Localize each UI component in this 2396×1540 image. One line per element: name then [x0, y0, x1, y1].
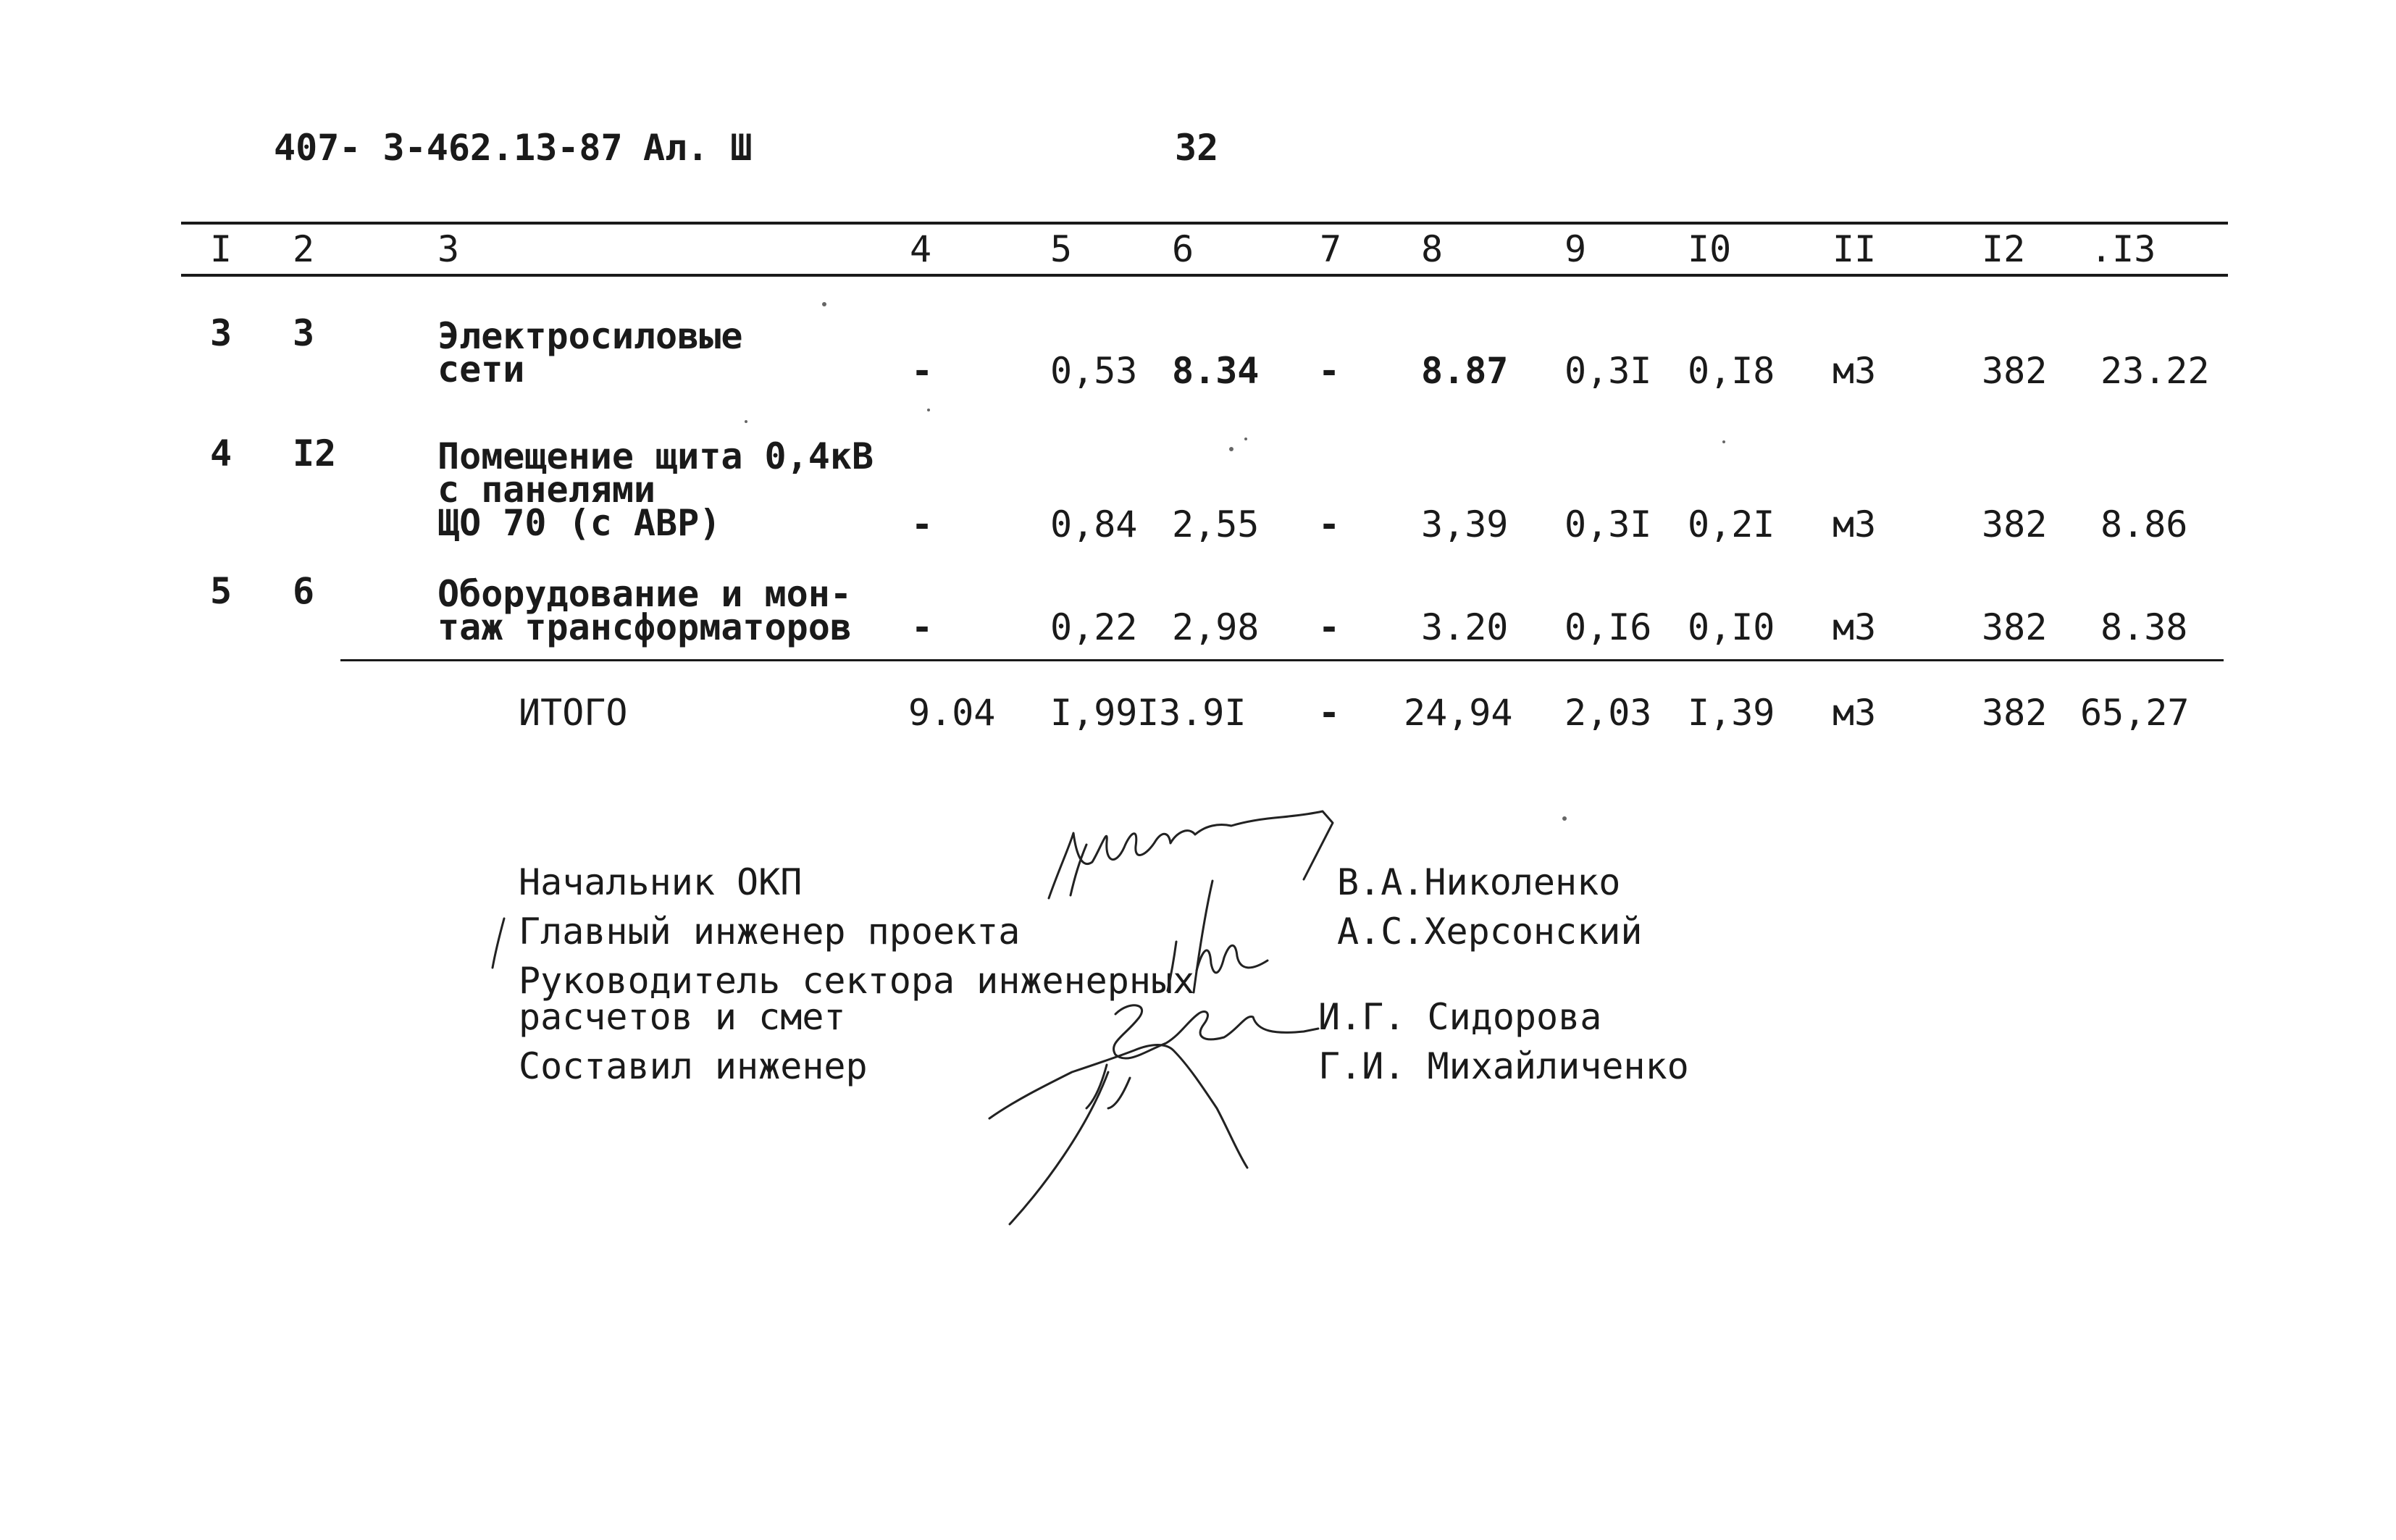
cell: 8.87: [1421, 350, 1509, 392]
cell: -: [1318, 692, 1341, 734]
cell: 0,I0: [1688, 606, 1775, 648]
cell: 0,84: [1050, 503, 1138, 545]
role-label: Начальник ОКП: [519, 861, 803, 903]
cell: 8.38: [2100, 606, 2188, 648]
cell: 2,55: [1172, 503, 1260, 545]
cell-name: таж трансформаторов: [437, 606, 852, 648]
cell: 382: [1982, 350, 2048, 392]
col-header: 7: [1320, 228, 1342, 270]
document-code: 407- 3-462.13-87: [274, 127, 623, 169]
role-label: расчетов и смет: [519, 996, 846, 1038]
cell: 2,98: [1172, 606, 1260, 648]
cell-num: 4: [210, 432, 233, 474]
signer-name: И.Г. Сидорова: [1318, 996, 1602, 1038]
col-header: .I3: [2090, 228, 2156, 270]
col-header: 9: [1564, 228, 1587, 270]
cell: 0,I8: [1688, 350, 1775, 392]
role-label: Составил инженер: [519, 1045, 868, 1087]
cell: 0,2I: [1688, 503, 1775, 545]
col-header: I0: [1688, 228, 1732, 270]
cell: 8.86: [2100, 503, 2188, 545]
cell-name: Помещение щита 0,4кВ: [437, 435, 874, 477]
col-header: 4: [910, 228, 932, 270]
page-number: 32: [1175, 127, 1219, 169]
cell: 2,03: [1564, 692, 1652, 734]
album-number: Ал. Ш: [643, 127, 753, 169]
cell-num: 5: [210, 570, 233, 612]
cell: I,39: [1688, 692, 1775, 734]
cell-name: сети: [437, 348, 525, 390]
cell: -: [1318, 350, 1341, 392]
cell: -: [1318, 606, 1341, 648]
cell: -: [911, 503, 934, 545]
col-header: 8: [1421, 228, 1444, 270]
cell: -: [911, 606, 934, 648]
cell: 24,94: [1404, 692, 1513, 734]
cell-name: ЩО 70 (с АВР): [437, 502, 721, 544]
cell: м3: [1832, 606, 1877, 648]
col-header: 3: [437, 228, 460, 270]
cell-num: 3: [210, 312, 233, 354]
col-header: I2: [1982, 228, 2026, 270]
total-label: ИТОГО: [519, 692, 628, 734]
cell: 8.34: [1172, 350, 1260, 392]
signer-name: А.С.Херсонский: [1337, 911, 1643, 953]
cell-num: 3: [293, 312, 315, 354]
cell-num: 6: [293, 570, 315, 612]
cell-num: I2: [293, 432, 337, 474]
cell: 3.20: [1421, 606, 1509, 648]
cell: 382: [1982, 503, 2048, 545]
role-label: Руководитель сектора инженерных: [519, 960, 1195, 1002]
cell: I,99: [1050, 692, 1138, 734]
cell-name: Оборудование и мон-: [437, 573, 852, 615]
col-header: 6: [1172, 228, 1194, 270]
cell: -: [911, 350, 934, 392]
cell: 0,22: [1050, 606, 1138, 648]
col-header: 2: [293, 228, 315, 270]
cell: м3: [1832, 503, 1877, 545]
signer-name: Г.И. Михайличенко: [1318, 1045, 1689, 1087]
cell: 0,3I: [1564, 350, 1652, 392]
cell-name: Электросиловые: [437, 315, 743, 357]
cell: 0,3I: [1564, 503, 1652, 545]
signer-name: В.А.Николенко: [1337, 861, 1621, 903]
cell: 65,27: [2080, 692, 2190, 734]
cell: -: [1318, 503, 1341, 545]
cell: 23.22: [2100, 350, 2210, 392]
cell: 382: [1982, 606, 2048, 648]
col-header: I: [210, 228, 233, 270]
cell: I3.9I: [1137, 692, 1247, 734]
cell-name: с панелями: [437, 469, 656, 511]
col-header: II: [1832, 228, 1877, 270]
cell: 382: [1982, 692, 2048, 734]
role-label: Главный инженер проекта: [519, 911, 1021, 953]
cell: 9.04: [908, 692, 996, 734]
cell: 0,I6: [1564, 606, 1652, 648]
cell: м3: [1832, 350, 1877, 392]
cell: 3,39: [1421, 503, 1509, 545]
cell: 0,53: [1050, 350, 1138, 392]
col-header: 5: [1050, 228, 1073, 270]
cell: м3: [1832, 692, 1877, 734]
